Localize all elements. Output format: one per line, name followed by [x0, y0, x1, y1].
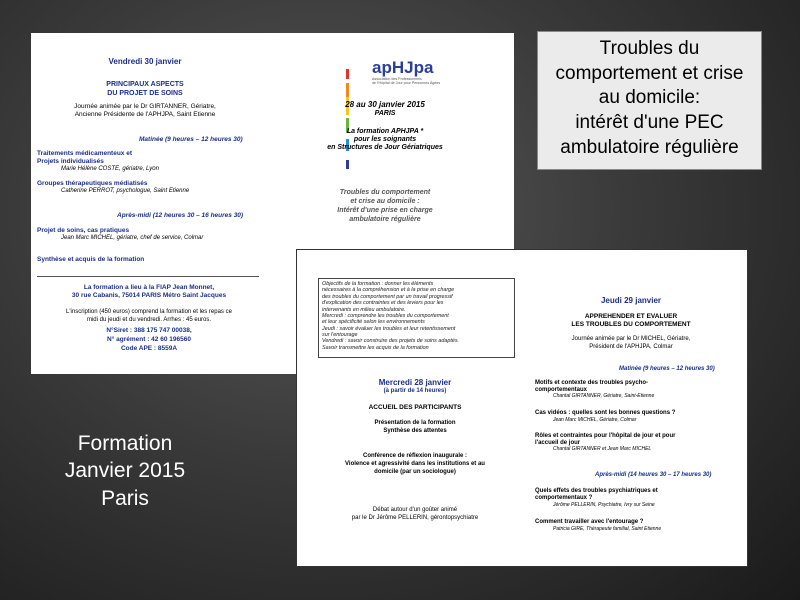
theme-title: Intérêt d'une prise en charge	[337, 207, 433, 214]
objectives-line: des troubles du comportement par un travail progressif	[322, 293, 453, 300]
expectations-text: Synthèse des attentes	[383, 428, 447, 434]
event-city: PARIS	[374, 110, 396, 117]
ape-text: Code APE : 8559A	[120, 345, 178, 352]
siret-text: N°Siret : 388 175 747 00038,	[106, 327, 192, 334]
welcome-text: ACCUEIL DES PARTICIPANTS	[368, 404, 462, 411]
afternoon-slot: Après-midi (14 heures 30 – 17 heures 30)	[595, 472, 712, 478]
session-title: Groupes thérapeutiques médiatisés	[37, 180, 148, 187]
session-speaker: Patricia GIRE, Thérapeute familial, Saint Etienne	[553, 526, 662, 532]
animator-text: Journée animée par le Dr MICHEL, Gériatre,	[571, 336, 691, 342]
formation-title: La formation APHJPA *	[346, 128, 424, 135]
logo-name: apHJpa	[372, 58, 434, 77]
objectives-line: nécessaires à la compréhension et à la prise en charge	[322, 287, 455, 294]
objectives-line: sur l'entourage	[322, 332, 358, 338]
logo-subtitle: Association des Professionnels	[372, 77, 422, 81]
synthesis-text: Synthèse et acquis de la formation	[37, 256, 145, 263]
venue-text: La formation a lieu à la FIAP Jean Monnet,	[83, 284, 215, 291]
formation-title: en Structures de Jour Gériatriques	[327, 144, 443, 151]
session-title: Quels effets des troubles psychiatriques et	[535, 488, 658, 494]
conference-text: Conférence de réflexion inaugurale :	[362, 453, 468, 459]
objectives-line: Savoir transmettre les acquis de la formation	[322, 344, 429, 351]
day-heading: Vendredi 30 janvier	[108, 57, 182, 66]
session-speaker: Marie Hélène COSTE, gériatre, Lyon	[61, 166, 159, 172]
agreement-text: N° agrément : 42 60 196560	[107, 336, 191, 343]
formation-title: pour les soignants	[353, 136, 417, 143]
slide-title-box	[537, 31, 762, 170]
session-title: Rôles et contraintes pour l'hôpital de jour et pour	[535, 433, 676, 439]
objectives-line: Objectifs de la formation : donner les éléments	[322, 281, 434, 287]
section-heading: DU PROJET DE SOINS	[107, 90, 183, 97]
morning-slot: Matinée (9 heures – 12 heures 30)	[139, 136, 243, 143]
day-heading: Mercredi 28 janvier	[378, 378, 452, 387]
objectives-line: Mercredi : comprendre les troubles du comportement	[322, 312, 449, 319]
objectives-line: intervenants en milieu ambulatoire.	[322, 306, 406, 313]
morning-slot: Matinée (9 heures – 12 heures 30)	[619, 366, 715, 372]
session-speaker: Catherine PERROT, psychologue, Saint Etienne	[61, 188, 190, 194]
theme-title: ambulatoire régulière	[349, 216, 421, 223]
animator-text: Ancienne Présidente de l'APHJPA, Saint Etienne	[74, 111, 216, 118]
presentation-text: Présentation de la formation	[374, 420, 456, 426]
logo-subtitle: de l'Hôpital de Jour pour Personnes Âgées	[372, 81, 441, 85]
session-title: Traitements médicamenteux et	[37, 150, 133, 157]
venue-text: 30 rue Cabanis, 75014 PARIS Métro Saint Jacques	[71, 292, 227, 299]
session-speaker: Chantal GIRTANNER et Jean Marc MICHEL	[553, 446, 652, 452]
conference-text: domicile (par un sociologue)	[374, 469, 456, 475]
event-dates: 28 au 30 janvier 2015	[345, 100, 425, 109]
brochure-page-2	[296, 249, 748, 567]
caption-line: Janvier 2015	[64, 459, 186, 483]
slide-subtitle-line: intérêt d'une PEC	[575, 112, 724, 134]
objectives-line: Jeudi : savoir évaluer les troubles et leur retentissement	[322, 325, 456, 332]
slide-subtitle-line: ambulatoire régulière	[560, 136, 739, 158]
logo-bars-icon	[346, 61, 350, 79]
session-title: Projet de soins, cas pratiques	[37, 227, 130, 234]
afternoon-slot: Après-midi (12 heures 30 – 16 heures 30)	[117, 212, 244, 219]
animator-text: Journée animée par le Dr GIRTANNER, Gériatre,	[74, 103, 216, 110]
session-title: l'accueil de jour	[535, 440, 581, 446]
section-heading: LES TROUBLES DU COMPORTEMENT	[571, 321, 691, 328]
session-speaker: Chantal GIRTANNER, Gériatre, Saint-Etienne	[553, 393, 655, 399]
theme-title: Troubles du comportement	[339, 189, 431, 196]
slide-caption	[40, 430, 210, 512]
caption-line: Formation	[77, 432, 173, 455]
objectives-line: Vendredi : savoir construire des projets de soins adaptés.	[322, 338, 460, 345]
slide-title-line: au domicile:	[598, 87, 701, 109]
session-title: Projets individualisés	[37, 158, 104, 165]
theme-title: et crise au domicile :	[350, 198, 420, 205]
fee-text: midi du jeudi et du vendredi. Arrhes : 45 euros.	[86, 317, 212, 323]
conference-text: Violence et agressivité dans les institutions et au	[345, 461, 485, 467]
slide-title-line: Troubles du	[599, 38, 700, 59]
animator-text: Président de l'APHJPA, Colmar	[589, 344, 673, 350]
objectives-box	[318, 278, 515, 358]
day-heading: Jeudi 29 janvier	[600, 296, 662, 305]
fee-text: L'inscription (450 euros) comprend la formation et les repas ce	[66, 309, 232, 315]
session-title: comportementaux ?	[535, 495, 593, 501]
slide-title-line: comportement et crise	[555, 62, 744, 84]
debate-text: par le Dr Jérôme PELLERIN, gérontopsychiatre	[351, 515, 479, 521]
session-speaker: Jean Marc MICHEL, Gériatre, Colmar	[553, 417, 637, 423]
session-speaker: Jérôme PELLERIN, Psychiatre, Ivry sur Seine	[553, 502, 655, 508]
divider	[37, 276, 259, 277]
session-title: comportementaux	[535, 387, 588, 393]
objectives-line: et leur spécificité selon les environnements	[322, 319, 425, 326]
debate-text: Débat autour d'un goûter animé	[372, 507, 458, 513]
objectives-line: d'explication des contraintes et des leviers pour les	[322, 300, 444, 307]
section-heading: PRINCIPAUX ASPECTS	[106, 81, 184, 88]
session-speaker: Jean Marc MICHEL, gériatre, chef de service, Colmar	[61, 235, 204, 241]
day-hours: (à partir de 14 heures)	[383, 388, 447, 394]
session-title: Motifs et contexte des troubles psycho-	[535, 380, 649, 386]
caption-line: Paris	[101, 486, 149, 510]
section-heading: APPREHENDER ET EVALUER	[584, 313, 678, 320]
session-title: Comment travailler avec l'entourage ?	[535, 519, 644, 525]
session-title: Cas vidéos : quelles sont les bonnes questions ?	[535, 410, 676, 416]
